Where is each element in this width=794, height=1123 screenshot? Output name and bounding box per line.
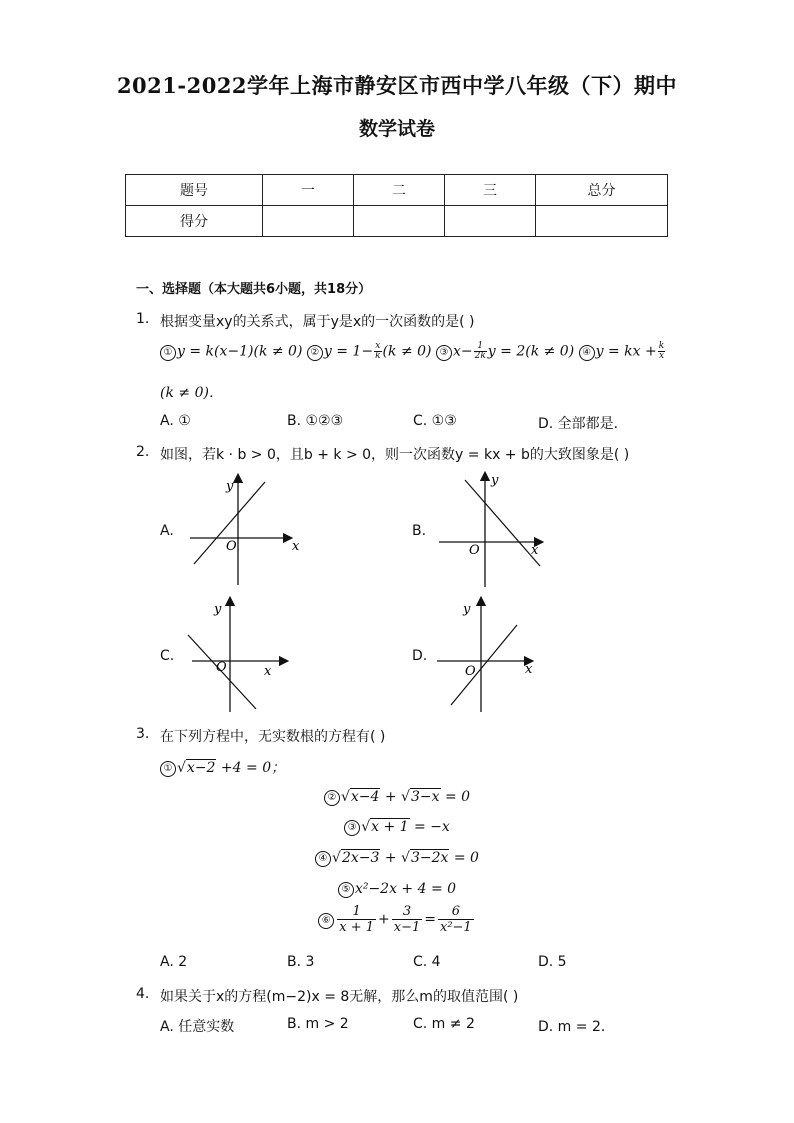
item-marker: ③ xyxy=(436,345,452,361)
option-b[interactable]: B. ①②③ xyxy=(287,413,344,429)
item-marker: ① xyxy=(160,345,176,361)
exam-subtitle: 数学试卷 xyxy=(358,118,435,140)
denominator: x xyxy=(658,351,665,361)
denominator: x + 1 xyxy=(339,920,375,935)
option-b[interactable]: B. m > 2 xyxy=(287,1016,349,1032)
x-label: x xyxy=(531,543,539,558)
item-expr: y = 2(k ≠ 0) xyxy=(487,343,575,360)
item-marker: ④ xyxy=(315,851,331,867)
fraction xyxy=(337,904,376,935)
graph-label[interactable]: A. xyxy=(160,523,174,539)
numerator: 3 xyxy=(392,904,423,920)
table-row xyxy=(126,175,668,206)
x-label: x xyxy=(264,664,272,679)
radicand: x−4 xyxy=(350,789,380,805)
score-input-cell[interactable] xyxy=(354,206,445,237)
item-expr: y = kx + xyxy=(595,343,657,360)
graph-label[interactable]: C. xyxy=(160,648,175,664)
graph-d[interactable] xyxy=(425,595,555,715)
graph-c[interactable] xyxy=(180,595,310,715)
operator: = xyxy=(424,911,436,928)
fraction xyxy=(438,904,474,935)
y-label: y xyxy=(463,602,471,617)
equation-4: ④ √2x−3 + √3−2x = 0 xyxy=(0,850,794,867)
table-cell: 总分 xyxy=(536,175,668,206)
radicand: x + 1 xyxy=(371,819,409,835)
graph-label[interactable]: B. xyxy=(412,523,427,539)
table-cell: 题号 xyxy=(126,175,263,206)
x-label: x xyxy=(525,662,533,677)
denominator: 2k xyxy=(474,351,486,361)
graph-b[interactable] xyxy=(425,470,555,590)
table-cell: 二 xyxy=(354,175,445,206)
fraction xyxy=(474,342,487,361)
item-marker: ④ xyxy=(579,345,595,361)
item-marker: ① xyxy=(160,761,176,777)
origin-label: O xyxy=(216,660,227,675)
score-input-cell[interactable] xyxy=(536,206,668,237)
operator: + xyxy=(380,850,402,866)
numerator: 1 xyxy=(474,342,487,352)
fraction xyxy=(392,904,423,935)
score-table xyxy=(125,174,668,237)
denominator: x−1 xyxy=(393,920,421,935)
equation-rest: = −x xyxy=(409,819,450,835)
numerator: x xyxy=(375,341,381,351)
fraction xyxy=(658,342,665,361)
question-number: 4. xyxy=(136,986,150,1002)
radicand: 3−2x xyxy=(410,850,449,866)
item-expr: (k ≠ 0)． xyxy=(160,385,223,401)
origin-label: O xyxy=(465,664,476,679)
q1-items xyxy=(160,342,666,361)
y-label: y xyxy=(491,473,499,488)
option-a[interactable]: A. ① xyxy=(160,413,191,429)
numerator: k xyxy=(658,341,665,351)
score-input-cell[interactable] xyxy=(445,206,536,237)
exam-title: 2021-2022学年上海市静安区市西中学八年级（下）期中 xyxy=(116,73,678,98)
table-row xyxy=(126,206,668,237)
item-expr: y = 1− xyxy=(323,343,374,360)
x-label: x xyxy=(292,539,300,554)
radicand: 2x−3 xyxy=(341,850,380,866)
item-marker: ⑥ xyxy=(318,913,334,929)
item-marker: ② xyxy=(307,345,323,361)
equation-6 xyxy=(0,904,794,935)
operator: + xyxy=(378,911,390,928)
denominator: k xyxy=(375,351,381,361)
question-stem: 如果关于x的方程(m−2)x = 8无解，那么m的取值范围( ) xyxy=(160,989,519,1005)
operator: + xyxy=(380,789,402,805)
item-marker: ⑤ xyxy=(338,882,354,898)
equation-3: ③ √x + 1 = −x xyxy=(0,819,794,836)
origin-label: O xyxy=(469,543,480,558)
equation-rest: +4 = 0； xyxy=(216,760,286,776)
question-stem: 如图，若k · b > 0，且b + k > 0，则一次函数y = kx + b的大致图象是( ) xyxy=(160,447,630,463)
radicand: 3−x xyxy=(410,789,440,805)
option-d[interactable]: D. 5 xyxy=(538,954,567,970)
y-label: y xyxy=(226,479,234,494)
function-line xyxy=(451,625,517,705)
item-expr: (k ≠ 0) xyxy=(382,343,432,360)
option-d[interactable]: D. m = 2． xyxy=(538,1019,615,1035)
question-number: 2. xyxy=(136,444,150,460)
question-number: 1. xyxy=(136,311,150,327)
denominator: x²−1 xyxy=(440,920,472,935)
origin-label: O xyxy=(226,539,237,554)
radicand: x−2 xyxy=(186,760,216,776)
table-cell: 一 xyxy=(263,175,354,206)
table-cell: 三 xyxy=(445,175,536,206)
section-heading: 一、选择题（本大题共6小题，共18分） xyxy=(136,282,372,297)
table-cell: 得分 xyxy=(126,206,263,237)
item-marker: ③ xyxy=(344,820,360,836)
option-b[interactable]: B. 3 xyxy=(287,954,315,970)
item-expr: y = k(x−1)(k ≠ 0) xyxy=(177,343,303,360)
question-number: 3. xyxy=(136,726,150,742)
option-a[interactable]: A. 2 xyxy=(160,954,188,970)
item-marker: ② xyxy=(324,790,340,806)
option-c[interactable]: C. m ≠ 2 xyxy=(413,1016,475,1032)
graph-a[interactable] xyxy=(180,470,310,590)
equation-2: ② √x−4 + √3−x = 0 xyxy=(0,789,794,806)
question-stem: 在下列方程中，无实数根的方程有( ) xyxy=(160,729,386,745)
score-input-cell[interactable] xyxy=(263,206,354,237)
option-a[interactable]: A. 任意实数 xyxy=(160,1019,235,1035)
numerator: 6 xyxy=(438,904,474,920)
question-stem: 根据变量xy的关系式，属于y是x的一次函数的是( ) xyxy=(160,314,475,330)
option-c[interactable]: C. ①③ xyxy=(413,413,457,429)
equation-rest: = 0 xyxy=(449,850,479,866)
graph-label[interactable]: D. xyxy=(412,648,428,664)
equation-5 xyxy=(0,881,794,898)
numerator: 1 xyxy=(337,904,376,920)
y-label: y xyxy=(214,602,222,617)
item-expr: x− xyxy=(452,343,473,360)
option-c[interactable]: C. 4 xyxy=(413,954,441,970)
equation-body: x²−2x + 4 = 0 xyxy=(354,881,457,897)
equation-rest: = 0 xyxy=(440,789,471,805)
option-d[interactable]: D. 全部都是． xyxy=(538,416,628,432)
equation-1: ① √x−2 +4 = 0； xyxy=(160,757,285,777)
fraction xyxy=(374,342,381,361)
